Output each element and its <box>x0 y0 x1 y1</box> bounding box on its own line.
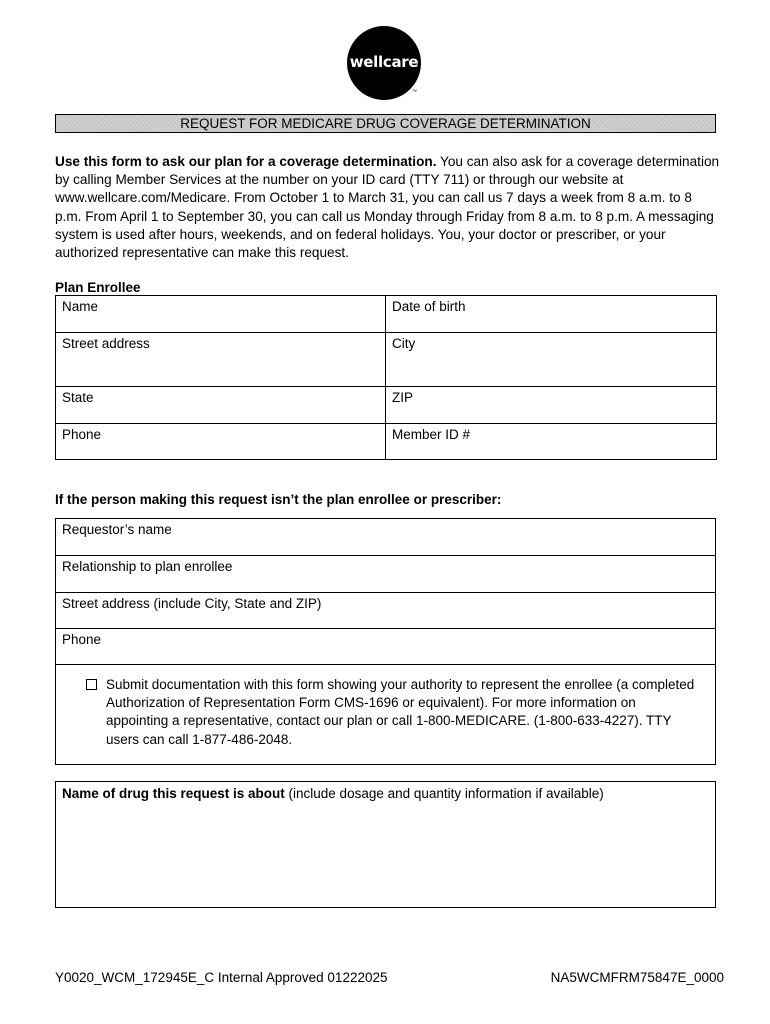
requestor-name-label: Requestor’s name <box>62 522 172 537</box>
requestor-name-field[interactable] <box>56 519 716 556</box>
wellcare-logo <box>347 26 421 100</box>
requestor-address-label: Street address (include City, State and ZIP) <box>62 596 322 611</box>
enrollee-phone-label: Phone <box>62 427 102 442</box>
footer-form-code: NA5WCMFRM75847E_0000 <box>550 970 724 985</box>
enrollee-state-label: State <box>62 390 94 405</box>
logo-trademark: ™ <box>412 89 417 95</box>
requestor-relationship-field[interactable] <box>56 556 716 593</box>
drug-name-field[interactable] <box>55 781 716 908</box>
enrollee-name-field[interactable] <box>56 296 386 333</box>
enrollee-dob-label: Date of birth <box>392 299 466 314</box>
requestor-relationship-label: Relationship to plan enrollee <box>62 559 233 574</box>
enrollee-zip-label: ZIP <box>392 390 414 405</box>
enrollee-dob-field[interactable] <box>386 296 717 333</box>
enrollee-street-field[interactable] <box>56 333 386 387</box>
intro-paragraph <box>55 153 720 262</box>
requestor-heading: If the person making this request isn’t the plan enrollee or prescriber: <box>55 492 502 507</box>
requestor-phone-field[interactable] <box>56 629 716 665</box>
requestor-table <box>55 518 716 765</box>
enrollee-state-field[interactable] <box>56 387 386 424</box>
documentation-cell <box>56 665 716 765</box>
enrollee-street-label: Street address <box>62 336 150 351</box>
enrollee-city-label: City <box>392 336 416 351</box>
form-title: REQUEST FOR MEDICARE DRUG COVERAGE DETERMINATION <box>55 114 716 133</box>
intro-bold-text: Use this form to ask our plan for a coverage determination. <box>55 154 437 169</box>
drug-name-hint: (include dosage and quantity information if available) <box>284 786 604 801</box>
drug-name-bold-label: Name of drug this request is about <box>62 786 285 801</box>
plan-enrollee-heading: Plan Enrollee <box>55 280 141 295</box>
requestor-phone-label: Phone <box>62 632 102 647</box>
enrollee-name-label: Name <box>62 299 99 314</box>
documentation-text: Submit documentation with this form showing your authority to represent the enrollee (a completed Authorization of Representation Form CMS-1696 or equivalent). For more information on appointing a representative, contact our plan or call 1-800-MEDICARE. (1-800-633-4227). TTY users can call 1-877-486-2048. <box>106 677 695 747</box>
enrollee-city-field[interactable] <box>386 333 717 387</box>
enrollee-zip-field[interactable] <box>386 387 717 424</box>
footer-approval-code: Y0020_WCM_172945E_C Internal Approved 01222025 <box>55 970 388 985</box>
logo-text: wellcare <box>349 53 419 71</box>
plan-enrollee-table <box>55 295 717 460</box>
intro-text: You can also ask for a coverage determination by calling Member Services at the number on your ID card (TTY 711) or through our website at www.wellcare.com/Medicare. From October 1 to March 31, you can call us 7 days a week from 8 a.m. to 8 p.m. From April 1 to September 30, you can call us Monday through Friday from 8 a.m. to 8 p.m. A messaging system is used after hours, weekends, and on federal holidays. You, your doctor or prescriber, or your authorized representative can make this request. <box>55 154 720 261</box>
enrollee-member-id-label: Member ID # <box>392 427 471 442</box>
enrollee-phone-field[interactable] <box>56 424 386 460</box>
enrollee-member-id-field[interactable] <box>386 424 717 460</box>
requestor-address-field[interactable] <box>56 593 716 629</box>
documentation-checkbox[interactable] <box>86 679 97 690</box>
documentation-option <box>86 676 701 749</box>
